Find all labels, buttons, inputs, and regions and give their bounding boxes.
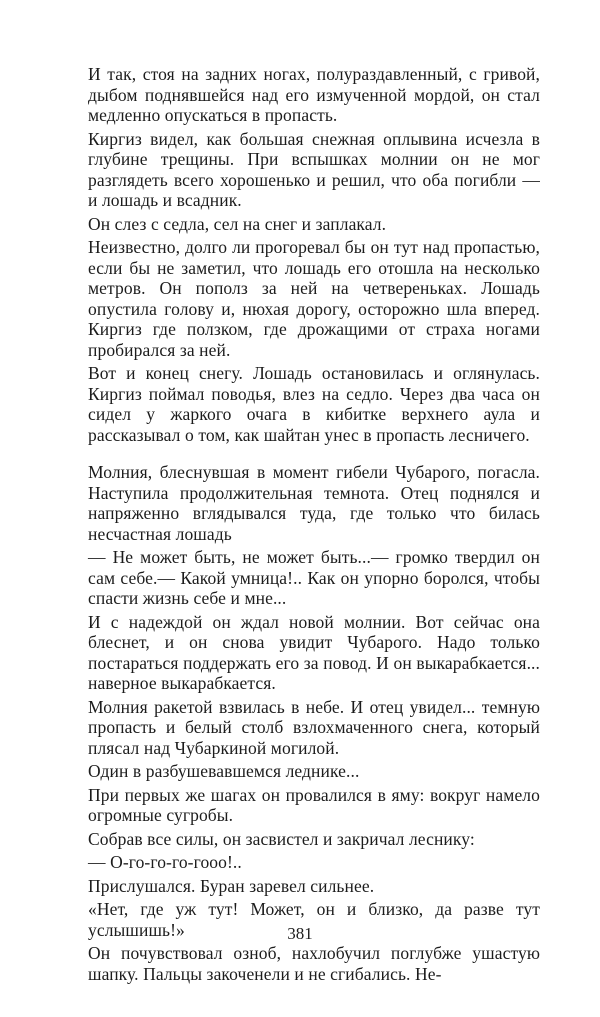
paragraph: Вот и конец снегу. Лошадь остановилась и оглянулась. Киргиз поймал поводья, влез на седло. Через два часа он сидел у жаркого очага в кибитке верхнего аула и рассказывал о том, как шайтан унес в пропасть лесничего. — [88, 363, 540, 445]
text-section-2 — [88, 462, 540, 987]
paragraph: Прислушался. Буран заревел сильнее. — [88, 875, 375, 896]
paragraph: Он слез с седла, сел на снег и заплакал. — [88, 213, 387, 234]
paragraph: — О-го-го-го-гооо!.. — [88, 852, 242, 872]
paragraph: Один в разбушевавшемся леднике... — [88, 761, 360, 781]
paragraph: И с надеждой он ждал новой молнии. Вот сейчас она блеснет, и он снова увидит Чубарого. Надо только постараться поддержать его за повод. И он выкарабкается... наверное выкарабкается. — [88, 611, 540, 693]
paragraph: — Не может быть, не может быть...— громко твердил он сам себе.— Какой умница!.. Как он упорно боролся, чтобы спасти жизнь себе и мне... — [88, 547, 540, 608]
paragraph: Неизвестно, долго ли прогоревал бы он тут над пропастью, если бы не заметил, что лошадь его отошла на несколько метров. Он пополз за ней на четвереньках. Лошадь опустила голову и, нюхая дорогу, осторожно шла вперед. Киргиз где ползком, где дрожащими от страха ногами пробирался за ней. — [88, 237, 540, 360]
paragraph: И так, стоя на задних ногах, полураздавленный, с гривой, дыбом поднявшейся над его измученной мордой, он стал медленно опускаться в пропасть. — [88, 64, 540, 125]
paragraph: «Нет, где уж тут! Может, он и близко, да разве тут услышишь!» — [88, 899, 540, 940]
paragraph: Киргиз видел, как большая снежная оплывина исчезла в глубине трещины. При вспышках молнии он не мог разглядеть всего хорошенько и решил, что оба погибли — и лошадь и всадник. — [88, 128, 540, 210]
paragraph: Собрав все силы, он засвистел и закричал леснику: — [88, 828, 475, 849]
paragraph: Молния ракетой взвилась в небе. И отец увидел... темную пропасть и белый столб взлохмаченного снега, который плясал над Чубаркиной могилой. — [88, 696, 540, 758]
paragraph: При первых же шагах он провалился в яму: вокруг намело огромные сугробы. — [88, 784, 540, 825]
paragraph: Молния, блеснувшая в момент гибели Чубарого, погасла. Наступила продолжительная темнота. Отец поднялся и напряженно вглядывался туда, где только что билась несчастная лошадь — [88, 462, 540, 544]
text-section-1 — [88, 64, 540, 448]
paragraph: Он почувствовал озноб, нахлобучил поглубже ушастую шапку. Пальцы закоченели и не сгибались. Не- — [88, 943, 540, 984]
page-number: 381 — [287, 924, 313, 943]
